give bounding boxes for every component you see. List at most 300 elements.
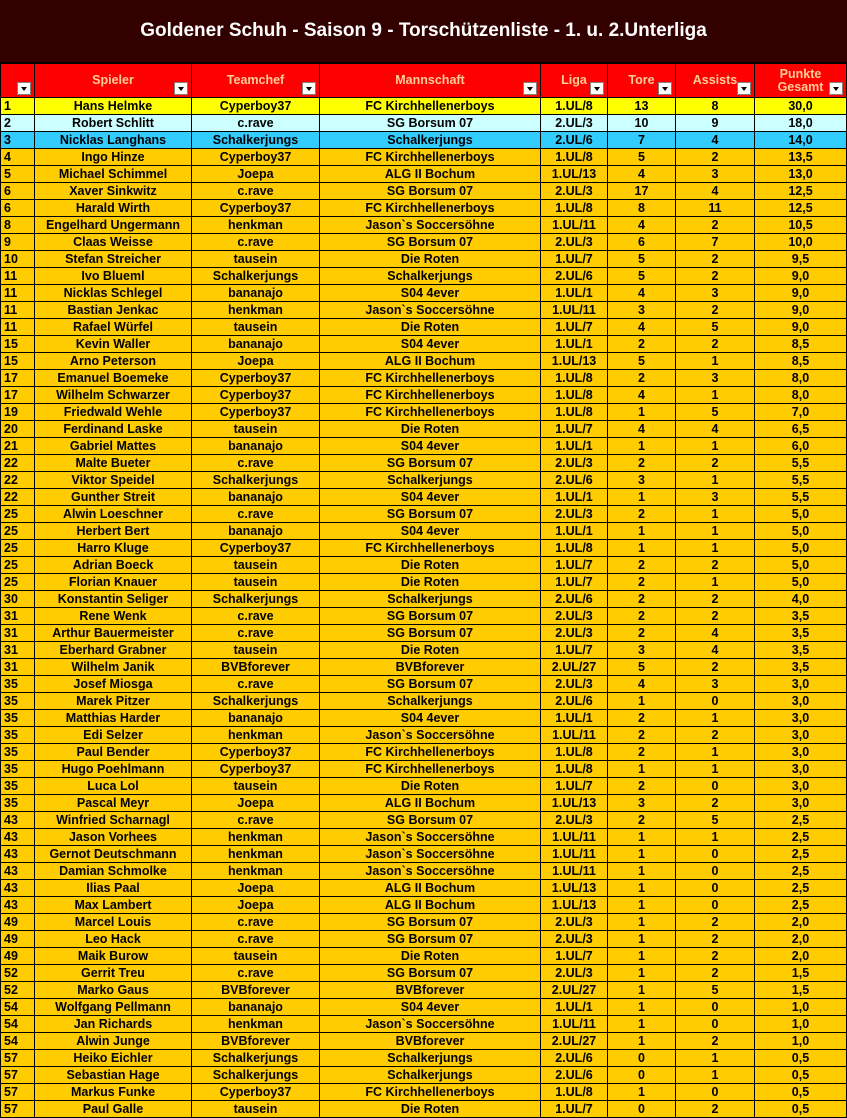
player-cell: Heiko Eichler [35,1050,192,1067]
chevron-down-icon [833,87,839,91]
liga-cell: 2.UL/3 [541,115,608,132]
liga-cell: 1.UL/7 [541,948,608,965]
table-row [1,608,847,625]
rank-cell: 21 [1,438,35,455]
table-row [1,234,847,251]
rank-cell: 11 [1,319,35,336]
table-row [1,132,847,149]
player-cell: Kevin Waller [35,336,192,353]
points-cell: 10,0 [755,234,847,251]
rank-cell: 43 [1,880,35,897]
goals-cell: 2 [608,506,676,523]
points-cell: 2,5 [755,812,847,829]
table-row [1,404,847,421]
points-cell: 8,0 [755,370,847,387]
player-cell: Claas Weisse [35,234,192,251]
teamchef-cell: bananajo [192,285,320,302]
liga-cell: 1.UL/1 [541,489,608,506]
player-cell: Wilhelm Janik [35,659,192,676]
rank-cell: 6 [1,200,35,217]
player-cell: Hugo Poehlmann [35,761,192,778]
rank-cell: 22 [1,472,35,489]
liga-cell: 1.UL/1 [541,710,608,727]
player-cell: Ingo Hinze [35,149,192,166]
assists-cell: 2 [676,1033,755,1050]
assists-cell: 1 [676,574,755,591]
table-row [1,948,847,965]
player-cell: Friedwald Wehle [35,404,192,421]
team-cell: ALG II Bochum [320,795,541,812]
rank-cell: 25 [1,557,35,574]
teamchef-cell: c.rave [192,676,320,693]
table-row [1,1067,847,1084]
goals-cell: 4 [608,319,676,336]
points-cell: 5,0 [755,506,847,523]
player-cell: Marcel Louis [35,914,192,931]
table-row [1,625,847,642]
assists-cell: 0 [676,897,755,914]
rank-cell: 43 [1,897,35,914]
liga-cell: 1.UL/7 [541,778,608,795]
team-cell: SG Borsum 07 [320,812,541,829]
table-row [1,778,847,795]
teamchef-cell: henkman [192,727,320,744]
player-cell: Luca Lol [35,778,192,795]
goals-cell: 2 [608,778,676,795]
points-cell: 2,5 [755,846,847,863]
points-cell: 5,5 [755,472,847,489]
points-cell: 14,0 [755,132,847,149]
liga-cell: 1.UL/1 [541,285,608,302]
table-row [1,149,847,166]
team-cell: Die Roten [320,642,541,659]
liga-cell: 1.UL/8 [541,1084,608,1101]
liga-cell: 1.UL/7 [541,557,608,574]
liga-cell: 2.UL/27 [541,1033,608,1050]
teamchef-cell: bananajo [192,336,320,353]
team-cell: FC Kirchhellenerboys [320,370,541,387]
filter-dropdown-button-rank[interactable] [17,82,31,95]
teamchef-cell: tausein [192,421,320,438]
table-row [1,1084,847,1101]
assists-cell: 2 [676,727,755,744]
table-row [1,676,847,693]
teamchef-cell: henkman [192,302,320,319]
player-cell: Viktor Speidel [35,472,192,489]
team-cell: Jason`s Soccersöhne [320,727,541,744]
goals-cell: 0 [608,1067,676,1084]
player-cell: Alwin Junge [35,1033,192,1050]
player-cell: Herbert Bert [35,523,192,540]
player-cell: Nicklas Langhans [35,132,192,149]
player-cell: Stefan Streicher [35,251,192,268]
rank-cell: 52 [1,965,35,982]
col-header-team: Mannschaft [320,64,541,98]
teamchef-cell: c.rave [192,115,320,132]
team-cell: S04 4ever [320,999,541,1016]
points-cell: 2,5 [755,880,847,897]
liga-cell: 2.UL/6 [541,132,608,149]
table-row [1,693,847,710]
goals-cell: 1 [608,914,676,931]
player-cell: Nicklas Schlegel [35,285,192,302]
goals-cell: 6 [608,234,676,251]
goals-cell: 4 [608,217,676,234]
assists-cell: 2 [676,948,755,965]
liga-cell: 2.UL/3 [541,625,608,642]
points-cell: 0,5 [755,1050,847,1067]
team-cell: Schalkerjungs [320,472,541,489]
goals-cell: 2 [608,812,676,829]
player-cell: Wilhelm Schwarzer [35,387,192,404]
rank-cell: 31 [1,659,35,676]
points-cell: 1,5 [755,965,847,982]
teamchef-cell: tausein [192,642,320,659]
liga-cell: 2.UL/3 [541,965,608,982]
points-cell: 2,0 [755,948,847,965]
assists-cell: 4 [676,183,755,200]
assists-cell: 2 [676,965,755,982]
rank-cell: 35 [1,778,35,795]
goals-cell: 13 [608,98,676,115]
liga-cell: 2.UL/27 [541,659,608,676]
teamchef-cell: bananajo [192,999,320,1016]
teamchef-cell: c.rave [192,914,320,931]
teamchef-cell: bananajo [192,710,320,727]
goals-cell: 0 [608,1050,676,1067]
points-cell: 3,5 [755,642,847,659]
rank-cell: 30 [1,591,35,608]
rank-cell: 4 [1,149,35,166]
table-row [1,557,847,574]
points-cell: 7,0 [755,404,847,421]
goals-cell: 4 [608,166,676,183]
points-cell: 0,5 [755,1101,847,1118]
assists-cell: 1 [676,472,755,489]
points-cell: 1,0 [755,999,847,1016]
goals-cell: 5 [608,251,676,268]
rank-cell: 35 [1,676,35,693]
table-row [1,1016,847,1033]
filter-dropdown-button-assists[interactable] [737,82,751,95]
goals-cell: 1 [608,404,676,421]
assists-cell: 2 [676,217,755,234]
teamchef-cell: Schalkerjungs [192,1067,320,1084]
scorer-table [0,63,847,1118]
liga-cell: 2.UL/6 [541,591,608,608]
liga-cell: 2.UL/3 [541,234,608,251]
rank-cell: 10 [1,251,35,268]
goals-cell: 4 [608,285,676,302]
table-row [1,319,847,336]
rank-cell: 31 [1,642,35,659]
liga-cell: 1.UL/8 [541,761,608,778]
filter-dropdown-button-teamchef[interactable] [302,82,316,95]
assists-cell: 5 [676,319,755,336]
teamchef-cell: c.rave [192,234,320,251]
assists-cell: 0 [676,1016,755,1033]
assists-cell: 1 [676,540,755,557]
team-cell: Jason`s Soccersöhne [320,1016,541,1033]
table-row [1,183,847,200]
rank-cell: 22 [1,455,35,472]
goals-cell: 3 [608,302,676,319]
goals-cell: 2 [608,727,676,744]
teamchef-cell: Joepa [192,795,320,812]
goals-cell: 2 [608,608,676,625]
teamchef-cell: Joepa [192,353,320,370]
player-cell: Engelhard Ungermann [35,217,192,234]
table-row [1,642,847,659]
liga-cell: 2.UL/27 [541,982,608,999]
chevron-down-icon [21,87,27,91]
assists-cell: 2 [676,302,755,319]
liga-cell: 1.UL/11 [541,846,608,863]
table-row [1,846,847,863]
player-cell: Gunther Streit [35,489,192,506]
goals-cell: 2 [608,557,676,574]
assists-cell: 3 [676,489,755,506]
goals-cell: 8 [608,200,676,217]
teamchef-cell: BVBforever [192,1033,320,1050]
sheet-title-bar [0,0,847,63]
goals-cell: 4 [608,421,676,438]
player-cell: Gabriel Mattes [35,438,192,455]
col-header-assists: Assists [676,64,755,98]
teamchef-cell: tausein [192,778,320,795]
table-row [1,744,847,761]
table-row [1,285,847,302]
points-cell: 5,0 [755,540,847,557]
assists-cell: 1 [676,710,755,727]
points-cell: 3,5 [755,625,847,642]
team-cell: Schalkerjungs [320,1050,541,1067]
points-cell: 1,0 [755,1033,847,1050]
team-cell: Schalkerjungs [320,693,541,710]
player-cell: Gerrit Treu [35,965,192,982]
goals-cell: 1 [608,1016,676,1033]
goals-cell: 1 [608,999,676,1016]
goals-cell: 3 [608,472,676,489]
rank-cell: 25 [1,523,35,540]
teamchef-cell: Cyperboy37 [192,200,320,217]
team-cell: SG Borsum 07 [320,931,541,948]
liga-cell: 2.UL/6 [541,1050,608,1067]
header-row [1,64,847,98]
team-cell: ALG II Bochum [320,166,541,183]
rank-cell: 11 [1,268,35,285]
teamchef-cell: c.rave [192,625,320,642]
team-cell: Die Roten [320,778,541,795]
goals-cell: 17 [608,183,676,200]
liga-cell: 1.UL/8 [541,370,608,387]
teamchef-cell: c.rave [192,506,320,523]
assists-cell: 1 [676,353,755,370]
points-cell: 30,0 [755,98,847,115]
table-row [1,1033,847,1050]
table-row [1,200,847,217]
rank-cell: 3 [1,132,35,149]
teamchef-cell: Joepa [192,880,320,897]
liga-cell: 1.UL/1 [541,523,608,540]
assists-cell: 5 [676,812,755,829]
liga-cell: 1.UL/7 [541,1101,608,1118]
rank-cell: 35 [1,727,35,744]
teamchef-cell: bananajo [192,438,320,455]
col-header-teamchef: Teamchef [192,64,320,98]
assists-cell: 1 [676,1067,755,1084]
table-row [1,897,847,914]
rank-cell: 43 [1,846,35,863]
player-cell: Rene Wenk [35,608,192,625]
filter-dropdown-button-points[interactable] [829,82,843,95]
rank-cell: 17 [1,370,35,387]
rank-cell: 54 [1,1033,35,1050]
table-row [1,115,847,132]
points-cell: 10,5 [755,217,847,234]
assists-cell: 7 [676,234,755,251]
table-row [1,727,847,744]
team-cell: FC Kirchhellenerboys [320,744,541,761]
assists-cell: 1 [676,506,755,523]
team-cell: Schalkerjungs [320,268,541,285]
rank-cell: 1 [1,98,35,115]
player-cell: Bastian Jenkac [35,302,192,319]
points-cell: 8,5 [755,353,847,370]
table-row [1,591,847,608]
rank-cell: 57 [1,1050,35,1067]
table-row [1,455,847,472]
points-cell: 9,5 [755,251,847,268]
team-cell: ALG II Bochum [320,897,541,914]
liga-cell: 1.UL/7 [541,319,608,336]
liga-cell: 1.UL/11 [541,829,608,846]
team-cell: Die Roten [320,574,541,591]
assists-cell: 0 [676,999,755,1016]
liga-cell: 1.UL/11 [541,1016,608,1033]
teamchef-cell: c.rave [192,183,320,200]
teamchef-cell: Schalkerjungs [192,1050,320,1067]
assists-cell: 3 [676,285,755,302]
rank-cell: 17 [1,387,35,404]
player-cell: Wolfgang Pellmann [35,999,192,1016]
player-cell: Jan Richards [35,1016,192,1033]
teamchef-cell: henkman [192,829,320,846]
liga-cell: 1.UL/11 [541,727,608,744]
sheet-title: Goldener Schuh - Saison 9 - Torschützenliste - 1. u. 2.Unterliga [140,20,707,41]
teamchef-cell: tausein [192,557,320,574]
goals-cell: 0 [608,1101,676,1118]
player-cell: Winfried Scharnagl [35,812,192,829]
goals-cell: 1 [608,761,676,778]
team-cell: SG Borsum 07 [320,625,541,642]
team-cell: SG Borsum 07 [320,455,541,472]
team-cell: ALG II Bochum [320,353,541,370]
goals-cell: 2 [608,591,676,608]
team-cell: ALG II Bochum [320,880,541,897]
points-cell: 3,0 [755,727,847,744]
table-row [1,421,847,438]
teamchef-cell: c.rave [192,608,320,625]
rank-cell: 52 [1,982,35,999]
filter-dropdown-button-tore[interactable] [658,82,672,95]
teamchef-cell: tausein [192,1101,320,1118]
points-cell: 5,5 [755,455,847,472]
player-cell: Hans Helmke [35,98,192,115]
teamchef-cell: BVBforever [192,982,320,999]
team-cell: Schalkerjungs [320,1067,541,1084]
rank-cell: 15 [1,336,35,353]
goals-cell: 2 [608,574,676,591]
rank-cell: 20 [1,421,35,438]
chevron-down-icon [741,87,747,91]
assists-cell: 2 [676,455,755,472]
teamchef-cell: Schalkerjungs [192,591,320,608]
teamchef-cell: henkman [192,1016,320,1033]
team-cell: Die Roten [320,557,541,574]
liga-cell: 2.UL/6 [541,693,608,710]
teamchef-cell: c.rave [192,812,320,829]
player-cell: Maik Burow [35,948,192,965]
assists-cell: 2 [676,268,755,285]
assists-cell: 2 [676,336,755,353]
points-cell: 5,0 [755,557,847,574]
table-row [1,489,847,506]
rank-cell: 11 [1,302,35,319]
player-cell: Rafael Würfel [35,319,192,336]
goals-cell: 1 [608,880,676,897]
table-row [1,1050,847,1067]
liga-cell: 1.UL/1 [541,999,608,1016]
player-cell: Paul Bender [35,744,192,761]
rank-cell: 57 [1,1084,35,1101]
player-cell: Gernot Deutschmann [35,846,192,863]
filter-dropdown-button-player[interactable] [174,82,188,95]
team-cell: Die Roten [320,1101,541,1118]
liga-cell: 1.UL/13 [541,166,608,183]
goals-cell: 1 [608,1084,676,1101]
table-row [1,336,847,353]
player-cell: Michael Schimmel [35,166,192,183]
assists-cell: 0 [676,693,755,710]
assists-cell: 3 [676,370,755,387]
player-cell: Xaver Sinkwitz [35,183,192,200]
rank-cell: 31 [1,608,35,625]
points-cell: 3,5 [755,659,847,676]
filter-dropdown-button-liga[interactable] [590,82,604,95]
liga-cell: 1.UL/8 [541,404,608,421]
player-cell: Harro Kluge [35,540,192,557]
player-cell: Marek Pitzer [35,693,192,710]
points-cell: 8,5 [755,336,847,353]
team-cell: BVBforever [320,982,541,999]
rank-cell: 25 [1,540,35,557]
player-cell: Matthias Harder [35,710,192,727]
goals-cell: 1 [608,489,676,506]
goals-cell: 1 [608,982,676,999]
player-cell: Sebastian Hage [35,1067,192,1084]
table-row [1,931,847,948]
teamchef-cell: henkman [192,846,320,863]
goals-cell: 7 [608,132,676,149]
filter-dropdown-button-team[interactable] [523,82,537,95]
rank-cell: 25 [1,506,35,523]
liga-cell: 1.UL/8 [541,387,608,404]
rank-cell: 54 [1,999,35,1016]
player-cell: Jason Vorhees [35,829,192,846]
table-row [1,251,847,268]
teamchef-cell: Schalkerjungs [192,132,320,149]
